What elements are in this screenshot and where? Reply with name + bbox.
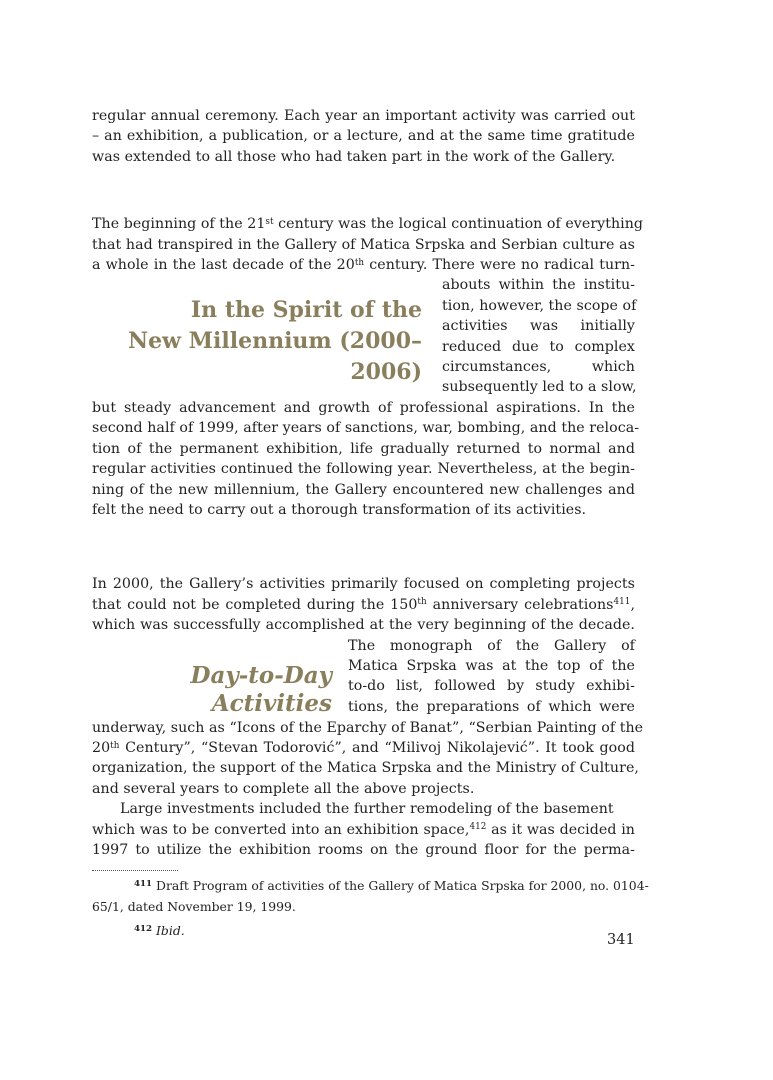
text-line: felt the need to carry out a thorough transformation of its activities. xyxy=(92,501,587,518)
text-line: to-do list, followed by study exhibi- xyxy=(348,678,635,695)
text-line: a whole in the last decade of the 20th century. There were no radical turn- xyxy=(92,257,636,274)
footnote-ref[interactable]: 411 xyxy=(613,597,631,608)
section2-intro-paragraph xyxy=(92,574,635,635)
section-intro-paragraph xyxy=(92,214,644,275)
side-text xyxy=(437,275,635,397)
text-line: Matica Srpska was at the top of the xyxy=(348,657,635,674)
section2-heading-block xyxy=(92,636,635,718)
text-line: and several years to complete all the above projects. xyxy=(92,780,475,797)
text-line: organization, the support of the Matica Srpska and the Ministry of Culture, xyxy=(92,760,639,777)
paragraph-body xyxy=(92,398,640,520)
footnotes xyxy=(92,877,649,943)
text-line: Large investments included the further remodeling of the basement xyxy=(120,801,614,818)
text-line: ning of the new millennium, the Gallery encountered new challenges and xyxy=(92,481,635,498)
footnote-line: $^{412}$ Ibid. xyxy=(134,923,185,939)
footnote-ref[interactable]: 412 xyxy=(469,822,487,833)
text-line: In 2000, the Gallery’s activities primarily focused on completing projects xyxy=(92,576,635,593)
footnote-separator xyxy=(92,870,178,871)
text-line: subsequently led to a slow, xyxy=(442,379,637,396)
text-line: tions, the preparations of which were xyxy=(348,698,635,715)
paragraph-body xyxy=(92,799,635,860)
text-line: that had transpired in the Gallery of Matica Srpska and Serbian culture as xyxy=(92,236,635,253)
text-line: that could not be completed during the 150th anniversary celebrations$^{411}$, xyxy=(92,596,635,613)
text-line: – an exhibition, a publication, or a lecture, and at the same time gratitude xyxy=(92,128,635,145)
text-line: second half of 1999, after years of sanctions, war, bombing, and the reloca- xyxy=(92,420,640,437)
section-heading: In the Spirit of the New Millennium (2000–2006) xyxy=(127,297,422,386)
text-line: which was to be converted into an exhibition space,$^{412}$ as it was decided in xyxy=(92,821,635,838)
text-line: tion, however, the scope of xyxy=(442,297,637,314)
text-line: activities was initially xyxy=(442,318,635,335)
footnote-line: $^{411}$ Draft Program of activities of the Gallery of Matica Srpska for 2000, no. 0104- xyxy=(134,878,649,894)
text-line: tion of the permanent exhibition, life gradually returned to normal and xyxy=(92,440,635,457)
page-number: 341 xyxy=(607,932,635,948)
text-line: but steady advancement and growth of professional aspirations. In the xyxy=(92,399,635,416)
page-body xyxy=(92,106,649,943)
side-text xyxy=(348,636,635,718)
text-line: The beginning of the 21st century was the logical continuation of everything xyxy=(92,216,644,233)
subsection-heading: Day-to-Day Activities xyxy=(190,661,332,717)
text-line: reduced due to complex xyxy=(442,338,635,355)
text-line: 20th Century”, “Stevan Todorović”, and “Milivoj Nikolajević”. It took good xyxy=(92,739,635,756)
paragraph-body xyxy=(92,718,644,800)
paragraph-continuation xyxy=(92,106,635,167)
footnote-411 xyxy=(92,877,649,916)
footnote-412 xyxy=(92,922,635,943)
text-line: underway, such as “Icons of the Eparchy of Banat”, “Serbian Painting of the xyxy=(92,719,644,736)
footnote-line: 65/1, dated November 19, 1999. xyxy=(92,898,296,914)
text-line: was extended to all those who had taken part in the work of the Gallery. xyxy=(92,148,616,165)
section-heading-block xyxy=(92,275,635,397)
text-line: circumstances, which xyxy=(442,359,635,376)
text-line: abouts within the institu- xyxy=(442,277,635,294)
text-line: regular activities continued the following year. Nevertheless, at the begin- xyxy=(92,461,635,478)
text-line: regular annual ceremony. Each year an important activity was carried out xyxy=(92,108,635,124)
text-line: which was successfully accomplished at the very beginning of the decade. xyxy=(92,617,635,634)
text-line: The monograph of the Gallery of xyxy=(348,637,635,654)
text-line: 1997 to utilize the exhibition rooms on the ground floor for the perma- xyxy=(92,841,635,858)
